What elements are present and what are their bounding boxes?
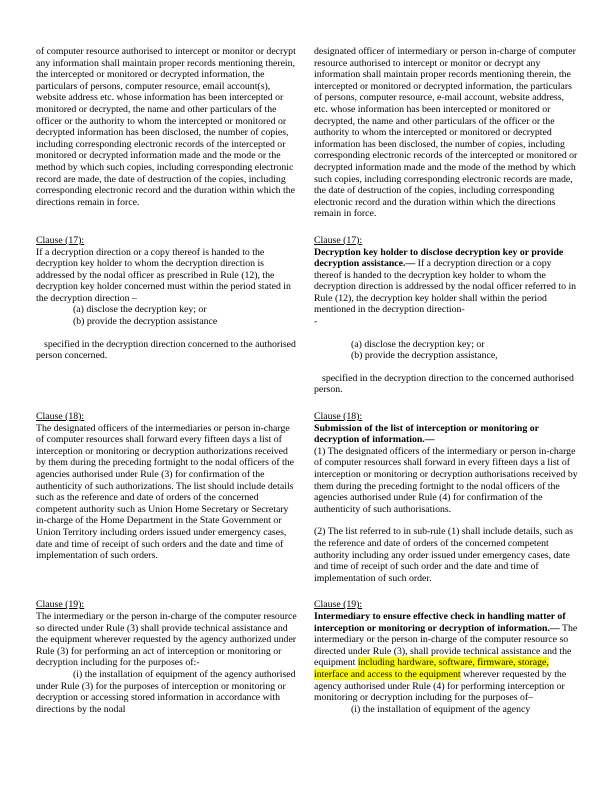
right-clause-17-body bbox=[314, 247, 580, 317]
left-clause-18-body: The designated officers of the intermediaries or person in-charge of computer resources shall forward every fifteen days a list of interception or monitoring or decryption authorizations received by them during the preceding fortnight to the nodal officers of the agencies authorised under Rule (3) for confirmation of the authenticity of such authorizations. The list should include details such as the reference and date of orders of the concerned competent authority such as Union Home Secretary or Secretary in-charge of the Home Department in the State Government or Union Territory including orders issued under emergency cases, date and time of receipt of such orders and the date and time of implementation of such orders. bbox=[36, 422, 295, 562]
right-clause-18-title: Submission of the list of interception or monitoring or decryption of information.— bbox=[314, 422, 539, 446]
left-clause-18-section bbox=[36, 396, 298, 584]
left-intro-paragraph: of computer resource authorised to intercept or monitor or decrypt any information shall maintain proper records mentioning therein, the intercepted or monitored or decrypted information, the particulars of persons, computer resource, email account(s), website address etc. whose information has been intercepted or monitored or decrypted, the name and other particulars of the officer or the authority to whom the intercepted or monitored or decrypted information has been disclosed, the number of copies, including corresponding electronic records of the intercepted or monitored or decrypted information made and the mode or the method by which such copies, including corresponding electronic record are made, the date of destruction of the copies, including corresponding electronic record and the duration within which the directions remain in force. bbox=[36, 46, 296, 208]
right-clause-19-item-i: (i) the installation of equipment of the agency bbox=[351, 703, 531, 715]
left-clause-17-section bbox=[36, 220, 298, 396]
right-clause-19-title: Intermediary to ensure effective check in handling matter of interception or monitoring or decryption of information.— bbox=[314, 610, 566, 634]
left-clause-19-body: The intermediary or the person in-charge of the computer resource so directed under Rule (3) shall provide technical assistance and the equipment wherever requested by the agency authorized under Rule (3) for performing an act of interception or monitoring or decryption including for the purposes of:- bbox=[36, 610, 297, 669]
right-clause-18-para-1: (1) The designated officers of the intermediary or person in-charge of computer resources shall forward in every fifteen days a list of interception or monitoring or decryption authorisations received by them during the preceding fortnight to the nodal officers of the agencies authorised under Rule (4) for confirmation of the authenticity of such authorisations. bbox=[314, 445, 578, 515]
left-clause-17-heading: Clause (17): bbox=[36, 234, 85, 246]
right-clause-17-heading: Clause (17): bbox=[314, 234, 363, 246]
right-clause-17-section bbox=[314, 220, 580, 396]
right-clause-17-body-text: If a decryption direction or a copy thereof is handed to the decryption key holder to whom the decryption direction is addressed by the nodal officer referred to in Rule (12), the decryption key holder shall within the period mentioned in the decryption direction- bbox=[314, 258, 577, 316]
right-clause-19-highlighted-text: including hardware, software, firmware, storage, interface and access to the equipment bbox=[314, 657, 549, 680]
right-clause-19-body-pre: The intermediary or the person in-charge of the computer resource so directed under Rule (3), shall provide technical assistance and the equipment bbox=[314, 622, 578, 669]
left-clause-17-item-a: (a) disclose the decryption key; or bbox=[73, 304, 207, 316]
right-clause-17-title: Decryption key holder to disclose decryption key or provide decryption assistance.— bbox=[314, 246, 564, 270]
right-clause-17-dash-line: - bbox=[314, 316, 318, 328]
right-clause-18-section bbox=[314, 396, 580, 584]
left-clause-17-closing: specified in the decryption direction concerned to the authorised person concerned. bbox=[36, 338, 296, 362]
right-clause-17-items bbox=[314, 339, 580, 362]
right-clause-18-heading: Clause (18): bbox=[314, 411, 363, 423]
left-clause-17-item-b: (b) provide the decryption assistance bbox=[73, 316, 218, 328]
left-clause-18-heading: Clause (18): bbox=[36, 411, 85, 423]
right-clause-19-heading: Clause (19): bbox=[314, 599, 363, 611]
left-clause-17-body: If a decryption direction or a copy thereof is handed to the decryption key holder to whom the decryption direction is addressed by the nodal officer as prescribed in Rule (12), the decryption key holder concerned must within the period stated in the decryption direction – bbox=[36, 246, 291, 304]
right-clause-17-item-b: (b) provide the decryption assistance, bbox=[351, 350, 498, 362]
right-clause-19-body bbox=[314, 611, 580, 704]
right-clause-17-item-a: (a) disclose the decryption key; or bbox=[351, 338, 485, 350]
two-column-layout bbox=[36, 46, 580, 715]
left-clause-17-items bbox=[36, 304, 298, 327]
right-clause-17-closing: specified in the decryption direction to the concerned authorised person. bbox=[314, 372, 574, 396]
left-clause-19-item-i: (i) the installation of equipment of the agency authorised under Rule (3) for the purposes of interception or monitoring or decryption or accessing stored information in accordance with directions by the nodal bbox=[36, 668, 296, 715]
right-intro-paragraph: designated officer of intermediary or person in-charge of computer resource authorised to intercept or monitor or decrypt any information shall maintain proper records mentioning therein, the intercepted or monitored or decrypted information, the particulars of persons, computer resource, e-mail account, website address, etc. whose information has been intercepted or monitored or decrypted, the name and other particulars of the officer or the authority to whom the intercepted or monitored or decrypted information has been disclosed, the number of copies, including corresponding electronic records of the intercepted or monitored or decrypted information made and the mode of the method by which such copies, including corresponding electronic records are made, the date of destruction of the copies, including corresponding electronic record and the duration within which the directions remain in force. bbox=[314, 46, 578, 220]
right-clause-19-section bbox=[314, 584, 580, 715]
right-clause-18-para-2: (2) The list referred to in sub-rule (1) shall include details, such as the reference and date of orders of the concerned competent authority including any order issued under emergency cases, date and time of receipt of such order and the date and time of implementation of such order. bbox=[314, 526, 574, 584]
left-clause-19-heading: Clause (19): bbox=[36, 599, 85, 611]
left-clause-19-section bbox=[36, 584, 298, 715]
right-clause-19-body-post: wherever requested by the agency authorised under Rule (4) for performing interception or monitoring or decryption including for the purposes of– bbox=[314, 668, 567, 704]
